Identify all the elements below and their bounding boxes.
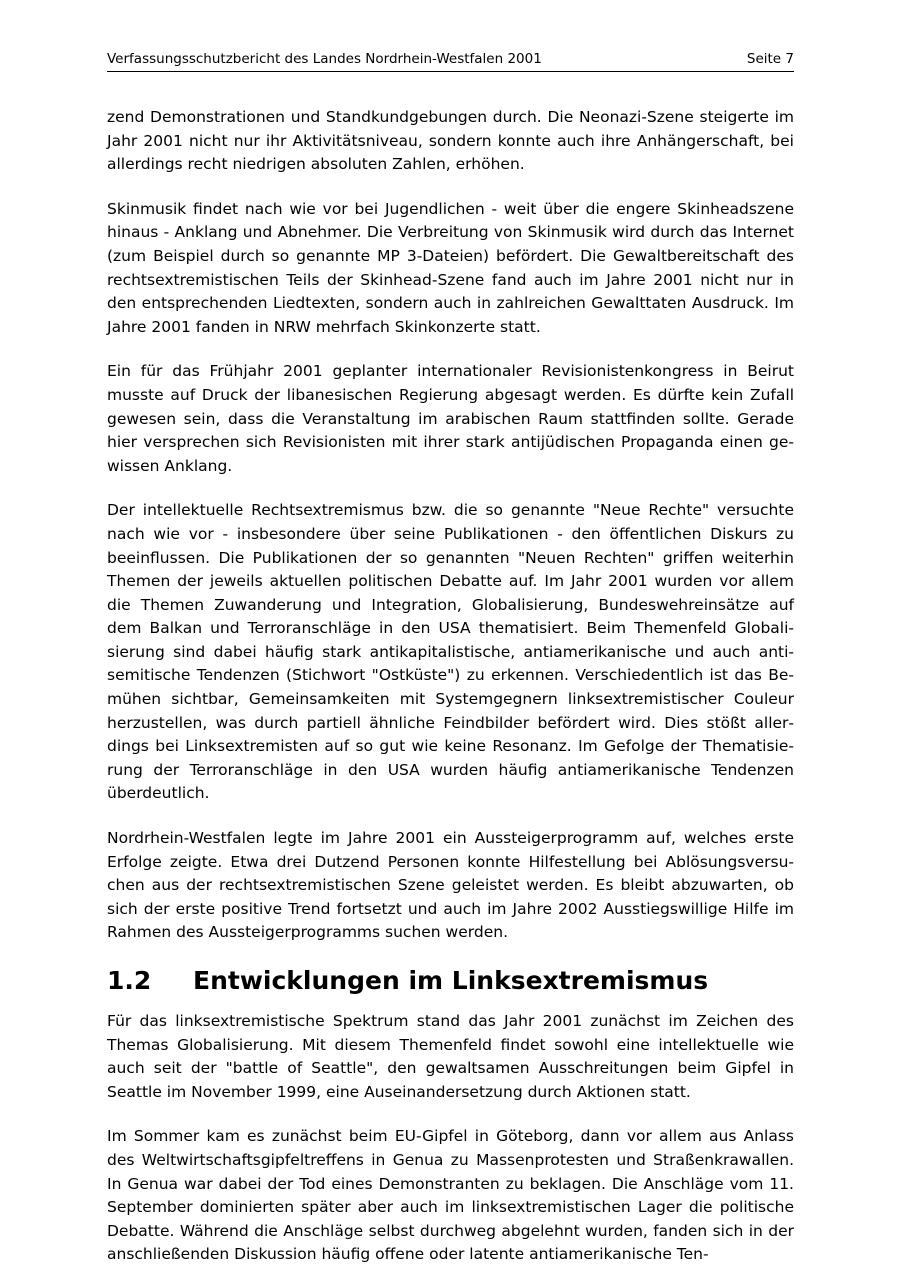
- paragraph-neonazi-activity: zend Demonstrationen und Standkundgebungen durch. Die Neonazi-Szene steigerte im Jahr 2001 nicht nur ihr Aktivitätsniveau, sondern konnte auch ihre Anhängerschaft, bei allerdings recht niedrigen absoluten Zahlen, erhöhen.: [107, 108, 794, 174]
- paragraph-gipfel-protests: Im Sommer kam es zunächst beim EU-Gipfel in Göteborg, dann vor allem aus Anlass des Weltwirtschaftsgipfeltreffens in Genua zu Massenprotesten und Straßenkrawallen. In Genua war dabei der Tod eines Demonstranten zu beklagen. Die Anschläge vom 11. September dominierten später aber auch im linksextremistischen Lager die politische Debatte. Während die Anschläge selbst durchweg abgelehnt wurden, fanden sich in der anschließenden Diskussion häufig offene oder latente antiamerikanische Ten-: [107, 1127, 794, 1264]
- page-number: Seite 7: [746, 51, 794, 67]
- paragraph-globalisierung: Für das linksextremistische Spektrum stand das Jahr 2001 zunächst im Zeichen des Themas Globalisierung. Mit diesem Themenfeld findet sowohl eine intellektuelle wie auch seit der "battle of Seattle", den gewaltsamen Ausschreitungen beim Gipfel in Seattle im November 1999, eine Auseinandersetzung durch Aktionen statt.: [107, 1012, 794, 1101]
- section-title: Entwicklungen im Linksextremismus: [193, 966, 709, 995]
- paragraph-aussteigerprogramm: Nordrhein-Westfalen legte im Jahre 2001 ein Aussteigerprogramm auf, welches erste Erfolge zeigte. Etwa drei Dutzend Personen konnte Hilfestellung bei Ablösungsversuchen aus der rechtsextremistischen Szene geleistet werden. Es bleibt abzuwarten, ob sich der erste positive Trend fortsetzt und auch im Jahre 2002 Ausstiegswillige Hilfe im Rahmen des Aussteigerprogramms suchen werden.: [107, 829, 794, 942]
- running-header: [107, 50, 794, 72]
- document-page: [107, 50, 794, 1267]
- paragraph-skinmusik: Skinmusik findet nach wie vor bei Jugendlichen - weit über die engere Skinheadszene hinaus - Anklang und Abnehmer. Die Verbreitung von Skinmusik wird durch das Internet (zum Beispiel durch so genannte MP 3-Dateien) befördert. Die Gewaltbereitschaft des rechtsextremistischen Teils der Skinhead-Szene fand auch im Jahre 2001 nicht nur in den entsprechenden Liedtexten, sondern auch in zahlreichen Gewalttaten Ausdruck. Im Jahre 2001 fanden in NRW mehrfach Skinkonzerte statt.: [107, 199, 794, 336]
- header-title: Verfassungsschutzbericht des Landes Nordrhein-Westfalen 2001: [107, 51, 542, 67]
- paragraph-revisionisten: Ein für das Frühjahr 2001 geplanter internationaler Revisionistenkongress in Beirut musste auf Druck der libanesischen Regierung abgesagt werden. Es dürfte kein Zufall gewesen sein, dass die Veranstaltung im arabischen Raum stattfinden sollte. Gerade hier versprechen sich Revisionisten mit ihrer stark antijüdischen Propaganda einen gewissen Anklang.: [107, 362, 794, 475]
- section-heading: [107, 964, 794, 998]
- section-number: 1.2: [107, 966, 152, 995]
- document-body: [107, 106, 794, 1267]
- paragraph-neue-rechte: Der intellektuelle Rechtsextremismus bzw. die so genannte "Neue Rechte" versuchte nach wie vor - insbesondere über seine Publikationen - den öffentlichen Diskurs zu beeinflussen. Die Publikationen der so genannten "Neuen Rechten" griffen weiterhin Themen der jeweils aktuellen politischen Debatte auf. Im Jahr 2001 wurden vor allem die Themen Zuwanderung und Integration, Globalisierung, Bundeswehreinsätze auf dem Balkan und Terroranschläge in den USA thematisiert. Beim Themenfeld Globalisierung sind dabei häufig stark antikapitalistische, antiamerikanische und auch antisemitische Tendenzen (Stichwort "Ostküste") zu erkennen. Verschiedentlich ist das Bemühen sichtbar, Gemeinsamkeiten mit Systemgegnern linksextremistischer Couleur herzustellen, was durch partiell ähnliche Feindbilder befördert wird. Dies stößt allerdings bei Linksextremisten auf so gut wie keine Resonanz. Im Gefolge der Thematisierung der Terroranschläge in den USA wurden häufig antiamerikanische Tendenzen überdeutlich.: [107, 501, 794, 803]
